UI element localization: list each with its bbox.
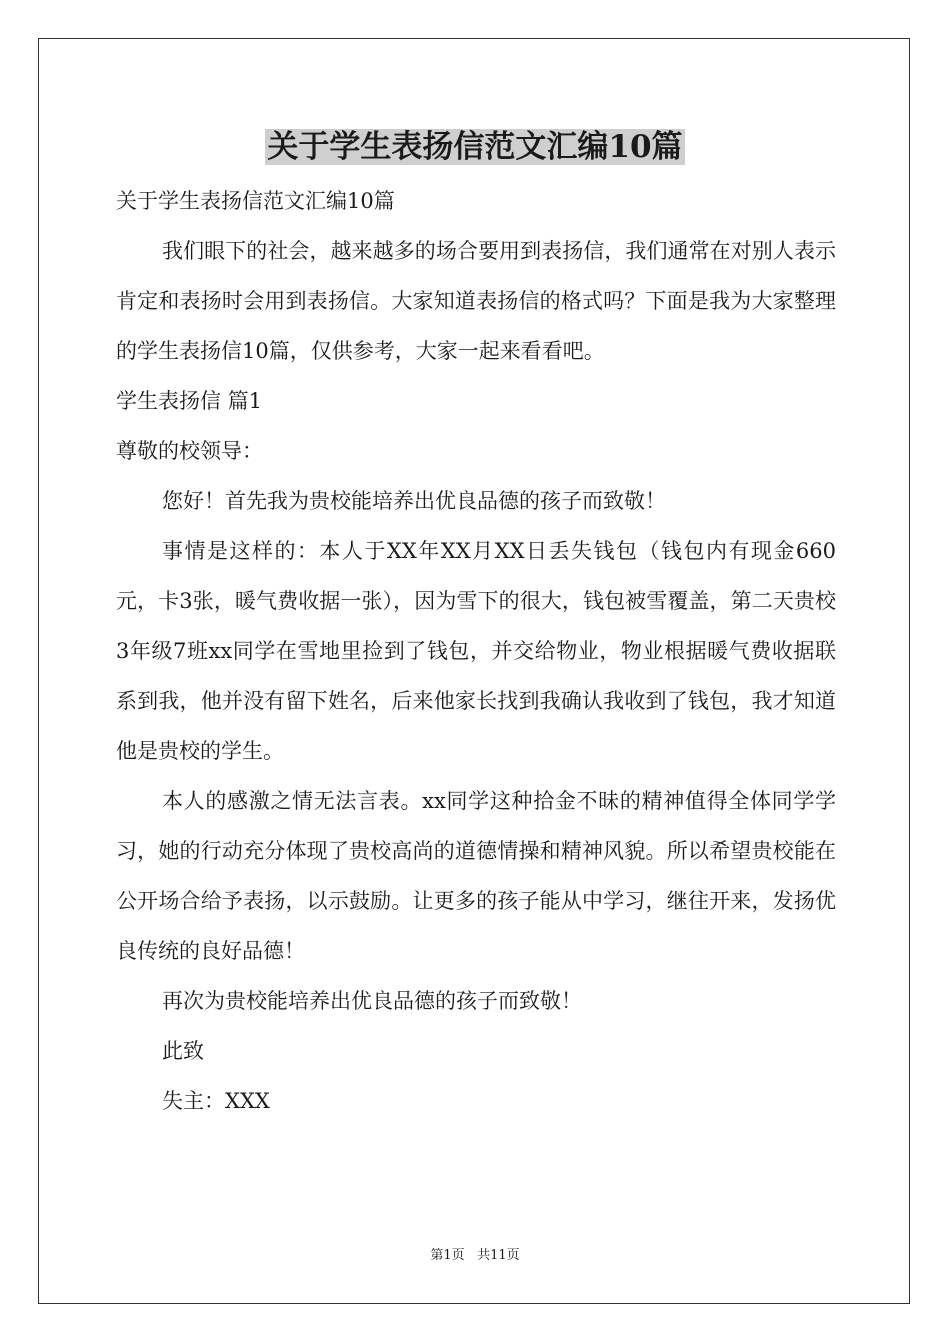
page-footer <box>0 1246 950 1266</box>
document-title <box>0 124 950 170</box>
document-subtitle: 关于学生表扬信范文汇编10篇 <box>116 189 395 213</box>
document-title-text: 关于学生表扬信范文汇编10篇 <box>267 129 683 165</box>
closing-phrase: 此致 <box>162 1039 204 1063</box>
closing-paragraph: 再次为贵校能培养出优良品德的孩子而致敬！ <box>162 989 582 1013</box>
salutation: 尊敬的校领导： <box>116 439 263 463</box>
page-number: 第1页 <box>430 1248 465 1263</box>
document-body <box>116 176 836 1126</box>
page-total: 共11页 <box>477 1248 520 1263</box>
signature: 失主：XXX <box>162 1089 270 1113</box>
section-heading: 学生表扬信 篇1 <box>116 389 263 413</box>
greeting-paragraph: 您好！首先我为贵校能培养出优良品德的孩子而致敬！ <box>162 489 666 513</box>
intro-paragraph: 我们眼下的社会，越来越多的场合要用到表扬信，我们通常在对别人表示肯定和表扬时会用到表扬信。大家知道表扬信的格式吗？下面是我为大家整理的学生表扬信10篇，仅供参考，大家一起来看看吧。 <box>116 239 836 363</box>
story-paragraph: 事情是这样的：本人于XX年XX月XX日丢失钱包（钱包内有现金660元，卡3张，暖气费收据一张），因为雪下的很大，钱包被雪覆盖，第二天贵校3年级7班xx同学在雪地里捡到了钱包，并交给物业，物业根据暖气费收据联系到我，他并没有留下姓名，后来他家长找到我确认我收到了钱包，我才知道他是贵校的学生。 <box>116 539 836 763</box>
gratitude-paragraph: 本人的感激之情无法言表。xx同学这种拾金不昧的精神值得全体同学学习，她的行动充分体现了贵校高尚的道德情操和精神风貌。所以希望贵校能在公开场合给予表扬，以示鼓励。让更多的孩子能从中学习，继往开来，发扬优良传统的良好品德！ <box>116 789 836 963</box>
